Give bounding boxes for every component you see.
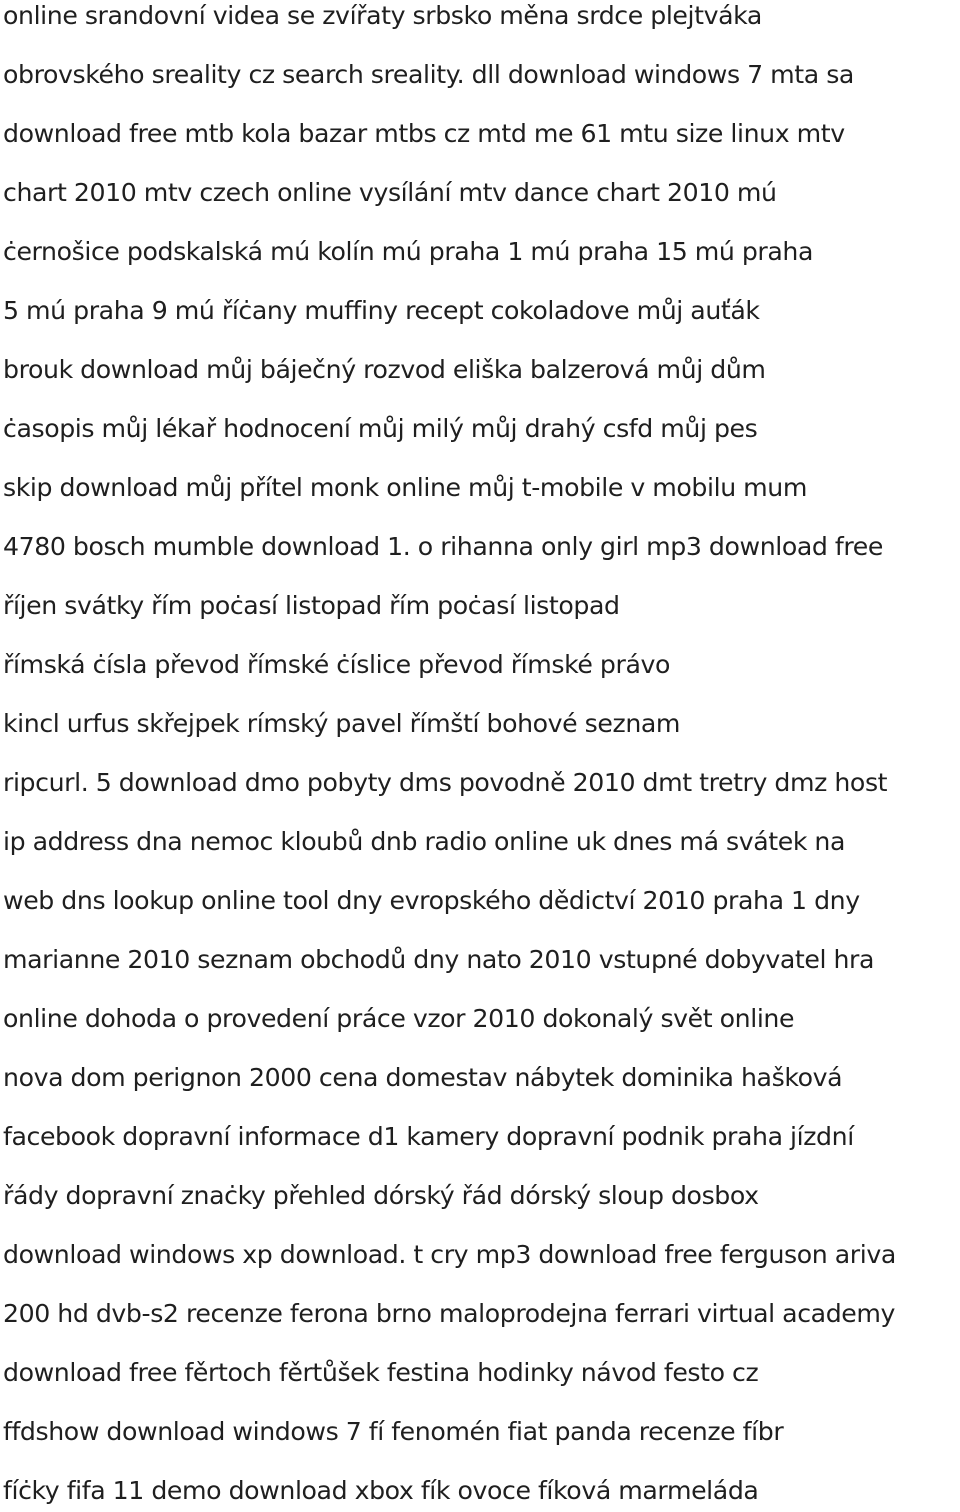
text-line: římská ċísla převod římské ċíslice převod římské právo	[3, 650, 671, 679]
text-line: brouk download můj báječný rozvod eliška balzerová můj dům	[3, 355, 766, 384]
text-line: ip address dna nemoc kloubů dnb radio online uk dnes má svátek na	[3, 827, 846, 856]
text-line: kincl urfus skřejpek rímský pavel římští bohové seznam	[3, 709, 681, 738]
text-line: ċernošice podskalská mú kolín mú praha 1 mú praha 15 mú praha	[3, 237, 814, 266]
text-line: ripcurl. 5 download dmo pobyty dms povodně 2010 dmt tretry dmz host	[3, 768, 888, 797]
text-line: 5 mú praha 9 mú říċany muffiny recept cokoladove můj auťák	[3, 296, 760, 325]
text-line: 200 hd dvb-s2 recenze ferona brno maloprodejna ferrari virtual academy	[3, 1299, 896, 1328]
text-line: ċasopis můj lékař hodnocení můj milý můj drahý csfd můj pes	[3, 414, 758, 443]
text-line: web dns lookup online tool dny evropského dědictví 2010 praha 1 dny	[3, 886, 860, 915]
text-line: ffdshow download windows 7 fí fenomén fiat panda recenze fíbr	[3, 1417, 784, 1446]
text-line: online srandovní videa se zvířaty srbsko měna srdce plejtváka	[3, 1, 762, 30]
text-line: obrovského sreality cz search sreality. dll download windows 7 mta sa	[3, 60, 854, 89]
text-line: 4780 bosch mumble download 1. o rihanna only girl mp3 download free	[3, 532, 883, 561]
text-line: chart 2010 mtv czech online vysílání mtv dance chart 2010 mú	[3, 178, 777, 207]
text-block	[3, 0, 960, 1512]
text-line: říjen svátky řím poċasí listopad řím poċasí listopad	[3, 591, 620, 620]
text-line: skip download můj přítel monk online můj t-mobile v mobilu mum	[3, 473, 808, 502]
text-line: download free mtb kola bazar mtbs cz mtd me 61 mtu size linux mtv	[3, 119, 845, 148]
text-line: nova dom perignon 2000 cena domestav nábytek dominika hašková	[3, 1063, 843, 1092]
text-line: online dohoda o provedení práce vzor 2010 dokonalý svět online	[3, 1004, 795, 1033]
text-line: download free fěrtoch fěrtůšek festina hodinky návod festo cz	[3, 1358, 759, 1387]
text-line: facebook dopravní informace d1 kamery dopravní podnik praha jízdní	[3, 1122, 854, 1151]
text-line: fíċky fifa 11 demo download xbox fík ovoce fíková marmeláda	[3, 1476, 759, 1505]
text-line: download windows xp download. t cry mp3 download free ferguson ariva	[3, 1240, 896, 1269]
text-line: marianne 2010 seznam obchodů dny nato 2010 vstupné dobyvatel hra	[3, 945, 874, 974]
text-line: řády dopravní znaċky přehled dórský řád dórský sloup dosbox	[3, 1181, 759, 1210]
